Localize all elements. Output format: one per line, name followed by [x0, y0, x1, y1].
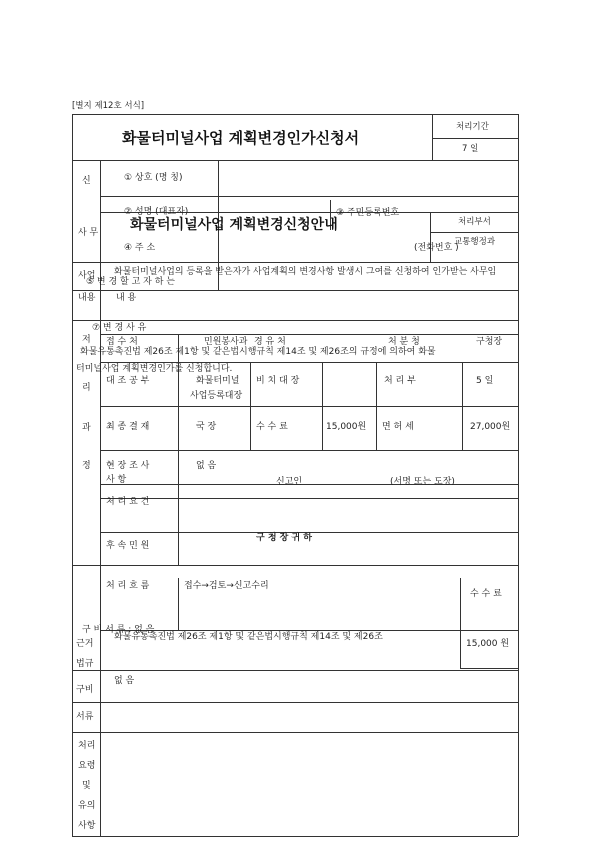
- notes-label-1: 처리: [78, 741, 96, 751]
- header-authority-value: 구청장: [476, 337, 503, 347]
- flow-label: 처 리 흐 름: [106, 581, 150, 591]
- company-name-label: ① 상호 (명 칭): [124, 173, 183, 183]
- row-approval-value: 국 장: [196, 422, 217, 432]
- row-license-tax-value: 27,000원: [470, 422, 511, 432]
- req-docs-label-2: 서류: [76, 712, 94, 722]
- change-reason-label: ⑦ 변 경 사 유: [92, 323, 147, 333]
- row-register-label: 비 치 대 장: [256, 376, 300, 386]
- row-approval-label: 최 종 결 재: [106, 422, 150, 432]
- fee-value: 15,000 원: [466, 639, 510, 649]
- header-via: 경 유 처: [254, 337, 286, 347]
- req-docs-value: 없 음: [114, 676, 135, 686]
- basis-label-2: 법규: [76, 659, 94, 669]
- guide-title: 화물터미널사업 계획변경신청안내: [130, 217, 338, 233]
- form-code: [별지 제12호 서식]: [72, 101, 145, 111]
- row-ledger-value: 화물터미널: [196, 376, 240, 386]
- content-label: 내용: [78, 293, 96, 303]
- required-docs-line: 구 비 서 류 : 없 음: [82, 625, 155, 635]
- row-inspection-label: 현 장 조 사: [106, 461, 150, 471]
- legal-text-line1: 화물유통촉진법 제26조 제1항 및 같은법시행규칙 제14조 및 제26조의 규정에 의하여 화물: [80, 347, 436, 357]
- purpose-text: 화물터미널사업의 등록을 받은자가 사업계획의 변경사항 발생시 그여를 신청하여 인가받는 사무임: [114, 267, 497, 277]
- basis-label-1: 근거: [76, 639, 94, 649]
- representative-label: ② 성명 (대표자): [124, 207, 189, 217]
- row-requirement-label: 처 리 요 건: [106, 497, 150, 507]
- rrn-label: ③ 주민등록번호: [336, 208, 400, 218]
- row-period-value: 5 일: [476, 376, 494, 386]
- row-inspection-label2: 사 항: [106, 475, 127, 485]
- header-receiving: 접 수 처: [106, 337, 138, 347]
- flow-value: 접수→검토→신고수리: [184, 581, 269, 591]
- department-value: 교통행정과: [454, 237, 496, 247]
- office-label: 사 무: [78, 228, 99, 238]
- basis-text: 화물유통촉진법 제26조 제1항 및 같은법시행규칙 제14조 및 제26조: [114, 632, 383, 642]
- notes-label-5: 사항: [78, 821, 96, 831]
- processing-period-label: 처리기간: [456, 122, 489, 132]
- header-receiving-dept: 민원봉사과: [204, 337, 248, 347]
- row-license-tax-label: 면 허 세: [382, 422, 414, 432]
- header-authority: 처 분 청: [388, 337, 420, 347]
- row-register-value: 처 리 부: [384, 376, 416, 386]
- row-inspection-value: 없 음: [196, 461, 217, 471]
- process-side-label-3: 과: [82, 423, 91, 433]
- notes-label-4: 유의: [78, 801, 96, 811]
- change-item-label: ⑤ 변 경 할 고 자 하 는: [86, 277, 175, 287]
- notes-label-3: 및: [82, 781, 91, 791]
- applicant-label: 신: [82, 176, 91, 186]
- row-fee-label: 수 수 료: [256, 422, 288, 432]
- legal-text-line2: 터미널사업 계획변경인가를 신청합니다.: [76, 364, 233, 374]
- sign-note: (서명 또는 도장): [390, 477, 455, 487]
- change-item-note: 내 용: [116, 293, 137, 303]
- address-label: ④ 주 소: [124, 243, 156, 253]
- row-ledger-label: 대 조 공 부: [106, 376, 150, 386]
- department-label: 처리부서: [458, 217, 491, 227]
- processing-period-value: 7 일: [462, 144, 479, 154]
- row-ledger-value2: 사업등록대장: [190, 391, 243, 401]
- process-side-label-1: 저: [82, 335, 91, 345]
- form-title: 화물터미널사업 계획변경인가신청서: [122, 129, 360, 147]
- phone-label: (전화번호 ): [414, 243, 459, 253]
- addressee: 구 청 장 귀 하: [256, 533, 313, 543]
- business-label: 사업: [78, 271, 96, 281]
- applicant-sign-label: 신고인: [276, 477, 303, 487]
- notes-label-2: 요령: [78, 761, 96, 771]
- fee-label: 수 수 료: [470, 589, 502, 599]
- req-docs-label-1: 구비: [76, 685, 94, 695]
- row-followup-label: 후 속 민 원: [106, 541, 150, 551]
- row-fee-value: 15,000원: [326, 422, 367, 432]
- process-side-label-2: 리: [82, 383, 91, 393]
- process-side-label-4: 정: [82, 461, 91, 471]
